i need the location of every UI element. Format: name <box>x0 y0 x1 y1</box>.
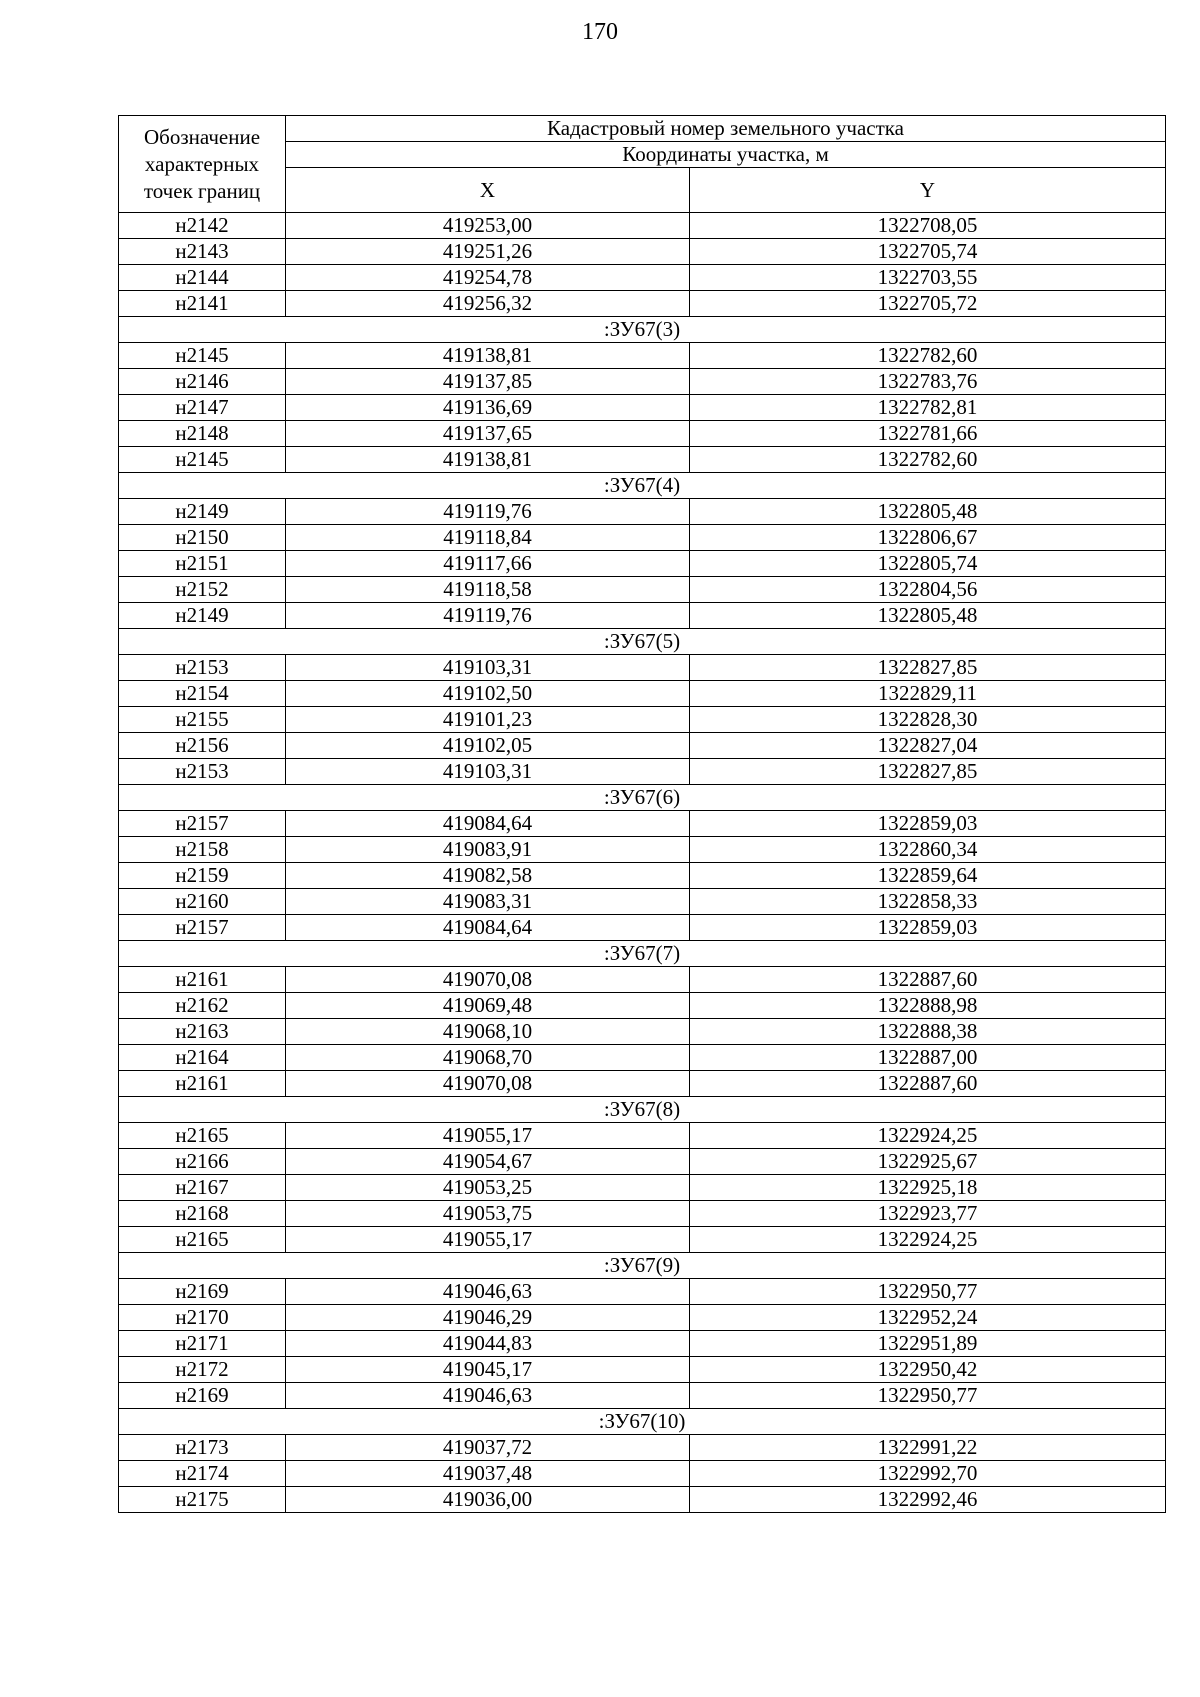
y-coordinate-cell: 1322860,34 <box>690 837 1166 863</box>
table-row <box>119 447 1166 473</box>
point-cell: н2143 <box>119 239 286 265</box>
x-coordinate-cell: 419137,65 <box>286 421 690 447</box>
table-row <box>119 759 1166 785</box>
x-coordinate-cell: 419136,69 <box>286 395 690 421</box>
point-cell: н2147 <box>119 395 286 421</box>
y-coordinate-cell: 1322924,25 <box>690 1123 1166 1149</box>
table-row <box>119 967 1166 993</box>
y-coordinate-cell: 1322950,77 <box>690 1279 1166 1305</box>
y-coordinate-cell: 1322992,70 <box>690 1461 1166 1487</box>
point-cell: н2148 <box>119 421 286 447</box>
point-cell: н2175 <box>119 1487 286 1513</box>
cadastral-number-header: Кадастровый номер земельного участка <box>286 116 1166 142</box>
table-row <box>119 1279 1166 1305</box>
table-row <box>119 343 1166 369</box>
page-number: 170 <box>582 19 618 45</box>
point-cell: н2149 <box>119 603 286 629</box>
y-coordinate-cell: 1322705,74 <box>690 239 1166 265</box>
y-coordinate-cell: 1322950,42 <box>690 1357 1166 1383</box>
table-row <box>119 213 1166 239</box>
table-row <box>119 1227 1166 1253</box>
table-row <box>119 1461 1166 1487</box>
section-title: :ЗУ67(6) <box>119 785 1166 811</box>
y-coordinate-cell: 1322925,67 <box>690 1149 1166 1175</box>
y-coordinate-cell: 1322888,98 <box>690 993 1166 1019</box>
x-coordinate-cell: 419119,76 <box>286 603 690 629</box>
y-coordinate-cell: 1322805,48 <box>690 603 1166 629</box>
section-row <box>119 941 1166 967</box>
point-cell: н2157 <box>119 915 286 941</box>
table-row <box>119 265 1166 291</box>
section-title: :ЗУ67(4) <box>119 473 1166 499</box>
section-title: :ЗУ67(7) <box>119 941 1166 967</box>
point-cell: н2172 <box>119 1357 286 1383</box>
x-coordinate-cell: 419037,48 <box>286 1461 690 1487</box>
point-cell: н2144 <box>119 265 286 291</box>
point-cell: н2166 <box>119 1149 286 1175</box>
table-row <box>119 811 1166 837</box>
table-row <box>119 1383 1166 1409</box>
table-row <box>119 603 1166 629</box>
table-row <box>119 1019 1166 1045</box>
x-coordinate-cell: 419083,31 <box>286 889 690 915</box>
point-cell: н2167 <box>119 1175 286 1201</box>
x-coordinate-cell: 419054,67 <box>286 1149 690 1175</box>
table-row <box>119 421 1166 447</box>
y-coordinate-cell: 1322950,77 <box>690 1383 1166 1409</box>
y-coordinate-cell: 1322806,67 <box>690 525 1166 551</box>
section-row <box>119 1097 1166 1123</box>
point-cell: н2159 <box>119 863 286 889</box>
x-coordinate-cell: 419037,72 <box>286 1435 690 1461</box>
point-cell: н2155 <box>119 707 286 733</box>
y-coordinate-cell: 1322924,25 <box>690 1227 1166 1253</box>
table-row <box>119 395 1166 421</box>
x-coordinate-cell: 419082,58 <box>286 863 690 889</box>
y-coordinate-cell: 1322782,60 <box>690 343 1166 369</box>
x-coordinate-cell: 419070,08 <box>286 967 690 993</box>
y-coordinate-cell: 1322992,46 <box>690 1487 1166 1513</box>
point-cell: н2161 <box>119 1071 286 1097</box>
table-row <box>119 525 1166 551</box>
section-title: :ЗУ67(9) <box>119 1253 1166 1279</box>
table-row <box>119 1201 1166 1227</box>
x-coordinate-cell: 419102,50 <box>286 681 690 707</box>
table-row <box>119 863 1166 889</box>
y-coordinate-cell: 1322859,64 <box>690 863 1166 889</box>
point-cell: н2169 <box>119 1279 286 1305</box>
x-coordinate-cell: 419046,29 <box>286 1305 690 1331</box>
table-row <box>119 1435 1166 1461</box>
point-cell: н2174 <box>119 1461 286 1487</box>
x-coordinate-cell: 419251,26 <box>286 239 690 265</box>
y-coordinate-cell: 1322705,72 <box>690 291 1166 317</box>
y-column-header: Y <box>690 168 1166 213</box>
x-coordinate-cell: 419045,17 <box>286 1357 690 1383</box>
x-coordinate-cell: 419254,78 <box>286 265 690 291</box>
y-coordinate-cell: 1322829,11 <box>690 681 1166 707</box>
point-cell: н2154 <box>119 681 286 707</box>
table-row <box>119 1045 1166 1071</box>
point-cell: н2146 <box>119 369 286 395</box>
coordinates-table <box>118 115 1166 1513</box>
point-cell: н2165 <box>119 1227 286 1253</box>
point-cell: н2160 <box>119 889 286 915</box>
y-coordinate-cell: 1322952,24 <box>690 1305 1166 1331</box>
y-coordinate-cell: 1322804,56 <box>690 577 1166 603</box>
section-row <box>119 473 1166 499</box>
x-coordinate-cell: 419055,17 <box>286 1123 690 1149</box>
x-coordinate-cell: 419102,05 <box>286 733 690 759</box>
y-coordinate-cell: 1322827,04 <box>690 733 1166 759</box>
x-coordinate-cell: 419036,00 <box>286 1487 690 1513</box>
table-row <box>119 1305 1166 1331</box>
x-coordinate-cell: 419053,25 <box>286 1175 690 1201</box>
y-coordinate-cell: 1322887,60 <box>690 1071 1166 1097</box>
point-cell: н2164 <box>119 1045 286 1071</box>
x-coordinate-cell: 419117,66 <box>286 551 690 577</box>
section-title: :ЗУ67(5) <box>119 629 1166 655</box>
table-row <box>119 1175 1166 1201</box>
point-cell: н2171 <box>119 1331 286 1357</box>
x-coordinate-cell: 419103,31 <box>286 655 690 681</box>
y-coordinate-cell: 1322991,22 <box>690 1435 1166 1461</box>
x-coordinate-cell: 419118,58 <box>286 577 690 603</box>
table-row <box>119 239 1166 265</box>
table-row <box>119 733 1166 759</box>
point-cell: н2151 <box>119 551 286 577</box>
y-coordinate-cell: 1322858,33 <box>690 889 1166 915</box>
table-row <box>119 837 1166 863</box>
table-row <box>119 551 1166 577</box>
section-title: :ЗУ67(8) <box>119 1097 1166 1123</box>
x-coordinate-cell: 419069,48 <box>286 993 690 1019</box>
x-coordinate-cell: 419119,76 <box>286 499 690 525</box>
point-cell: н2141 <box>119 291 286 317</box>
x-coordinate-cell: 419055,17 <box>286 1227 690 1253</box>
y-coordinate-cell: 1322805,48 <box>690 499 1166 525</box>
point-cell: н2158 <box>119 837 286 863</box>
y-coordinate-cell: 1322923,77 <box>690 1201 1166 1227</box>
point-cell: н2173 <box>119 1435 286 1461</box>
y-coordinate-cell: 1322887,00 <box>690 1045 1166 1071</box>
point-cell: н2149 <box>119 499 286 525</box>
table-row <box>119 707 1166 733</box>
section-row <box>119 785 1166 811</box>
x-coordinate-cell: 419068,70 <box>286 1045 690 1071</box>
x-coordinate-cell: 419103,31 <box>286 759 690 785</box>
section-row <box>119 1409 1166 1435</box>
x-coordinate-cell: 419084,64 <box>286 811 690 837</box>
x-coordinate-cell: 419084,64 <box>286 915 690 941</box>
x-coordinate-cell: 419118,84 <box>286 525 690 551</box>
x-coordinate-cell: 419068,10 <box>286 1019 690 1045</box>
x-coordinate-cell: 419046,63 <box>286 1279 690 1305</box>
point-cell: н2153 <box>119 655 286 681</box>
y-coordinate-cell: 1322783,76 <box>690 369 1166 395</box>
x-column-header: X <box>286 168 690 213</box>
y-coordinate-cell: 1322925,18 <box>690 1175 1166 1201</box>
y-coordinate-cell: 1322782,60 <box>690 447 1166 473</box>
y-coordinate-cell: 1322805,74 <box>690 551 1166 577</box>
y-coordinate-cell: 1322708,05 <box>690 213 1166 239</box>
table-row <box>119 369 1166 395</box>
table-row <box>119 993 1166 1019</box>
table-row <box>119 1123 1166 1149</box>
section-title: :ЗУ67(10) <box>119 1409 1166 1435</box>
table-row <box>119 291 1166 317</box>
point-cell: н2152 <box>119 577 286 603</box>
point-cell: н2150 <box>119 525 286 551</box>
y-coordinate-cell: 1322828,30 <box>690 707 1166 733</box>
x-coordinate-cell: 419046,63 <box>286 1383 690 1409</box>
point-cell: н2157 <box>119 811 286 837</box>
table-body <box>119 213 1166 1513</box>
point-cell: н2145 <box>119 343 286 369</box>
point-cell: н2163 <box>119 1019 286 1045</box>
y-coordinate-cell: 1322951,89 <box>690 1331 1166 1357</box>
y-coordinate-cell: 1322827,85 <box>690 759 1166 785</box>
point-cell: н2162 <box>119 993 286 1019</box>
x-coordinate-cell: 419053,75 <box>286 1201 690 1227</box>
point-cell: н2153 <box>119 759 286 785</box>
coordinates-header: Координаты участка, м <box>286 142 1166 168</box>
y-coordinate-cell: 1322703,55 <box>690 265 1166 291</box>
table-row <box>119 655 1166 681</box>
table-row <box>119 1149 1166 1175</box>
x-coordinate-cell: 419101,23 <box>286 707 690 733</box>
y-coordinate-cell: 1322859,03 <box>690 811 1166 837</box>
y-coordinate-cell: 1322888,38 <box>690 1019 1166 1045</box>
x-coordinate-cell: 419137,85 <box>286 369 690 395</box>
point-cell: н2168 <box>119 1201 286 1227</box>
table-row <box>119 1357 1166 1383</box>
y-coordinate-cell: 1322887,60 <box>690 967 1166 993</box>
x-coordinate-cell: 419253,00 <box>286 213 690 239</box>
point-cell: н2161 <box>119 967 286 993</box>
section-row <box>119 317 1166 343</box>
table-row <box>119 915 1166 941</box>
section-row <box>119 1253 1166 1279</box>
point-cell: н2170 <box>119 1305 286 1331</box>
section-row <box>119 629 1166 655</box>
x-coordinate-cell: 419083,91 <box>286 837 690 863</box>
table-row <box>119 1071 1166 1097</box>
y-coordinate-cell: 1322781,66 <box>690 421 1166 447</box>
table-row <box>119 889 1166 915</box>
y-coordinate-cell: 1322859,03 <box>690 915 1166 941</box>
point-cell: н2169 <box>119 1383 286 1409</box>
x-coordinate-cell: 419138,81 <box>286 447 690 473</box>
point-cell: н2142 <box>119 213 286 239</box>
point-cell: н2145 <box>119 447 286 473</box>
x-coordinate-cell: 419070,08 <box>286 1071 690 1097</box>
section-title: :ЗУ67(3) <box>119 317 1166 343</box>
table-row <box>119 499 1166 525</box>
table-row <box>119 1487 1166 1513</box>
y-coordinate-cell: 1322782,81 <box>690 395 1166 421</box>
x-coordinate-cell: 419256,32 <box>286 291 690 317</box>
table-row <box>119 577 1166 603</box>
y-coordinate-cell: 1322827,85 <box>690 655 1166 681</box>
point-cell: н2165 <box>119 1123 286 1149</box>
x-coordinate-cell: 419044,83 <box>286 1331 690 1357</box>
point-label-header: Обозначение характерных точек границ <box>119 116 286 213</box>
table-header <box>119 116 1166 213</box>
table-row <box>119 1331 1166 1357</box>
x-coordinate-cell: 419138,81 <box>286 343 690 369</box>
table-row <box>119 681 1166 707</box>
point-cell: н2156 <box>119 733 286 759</box>
